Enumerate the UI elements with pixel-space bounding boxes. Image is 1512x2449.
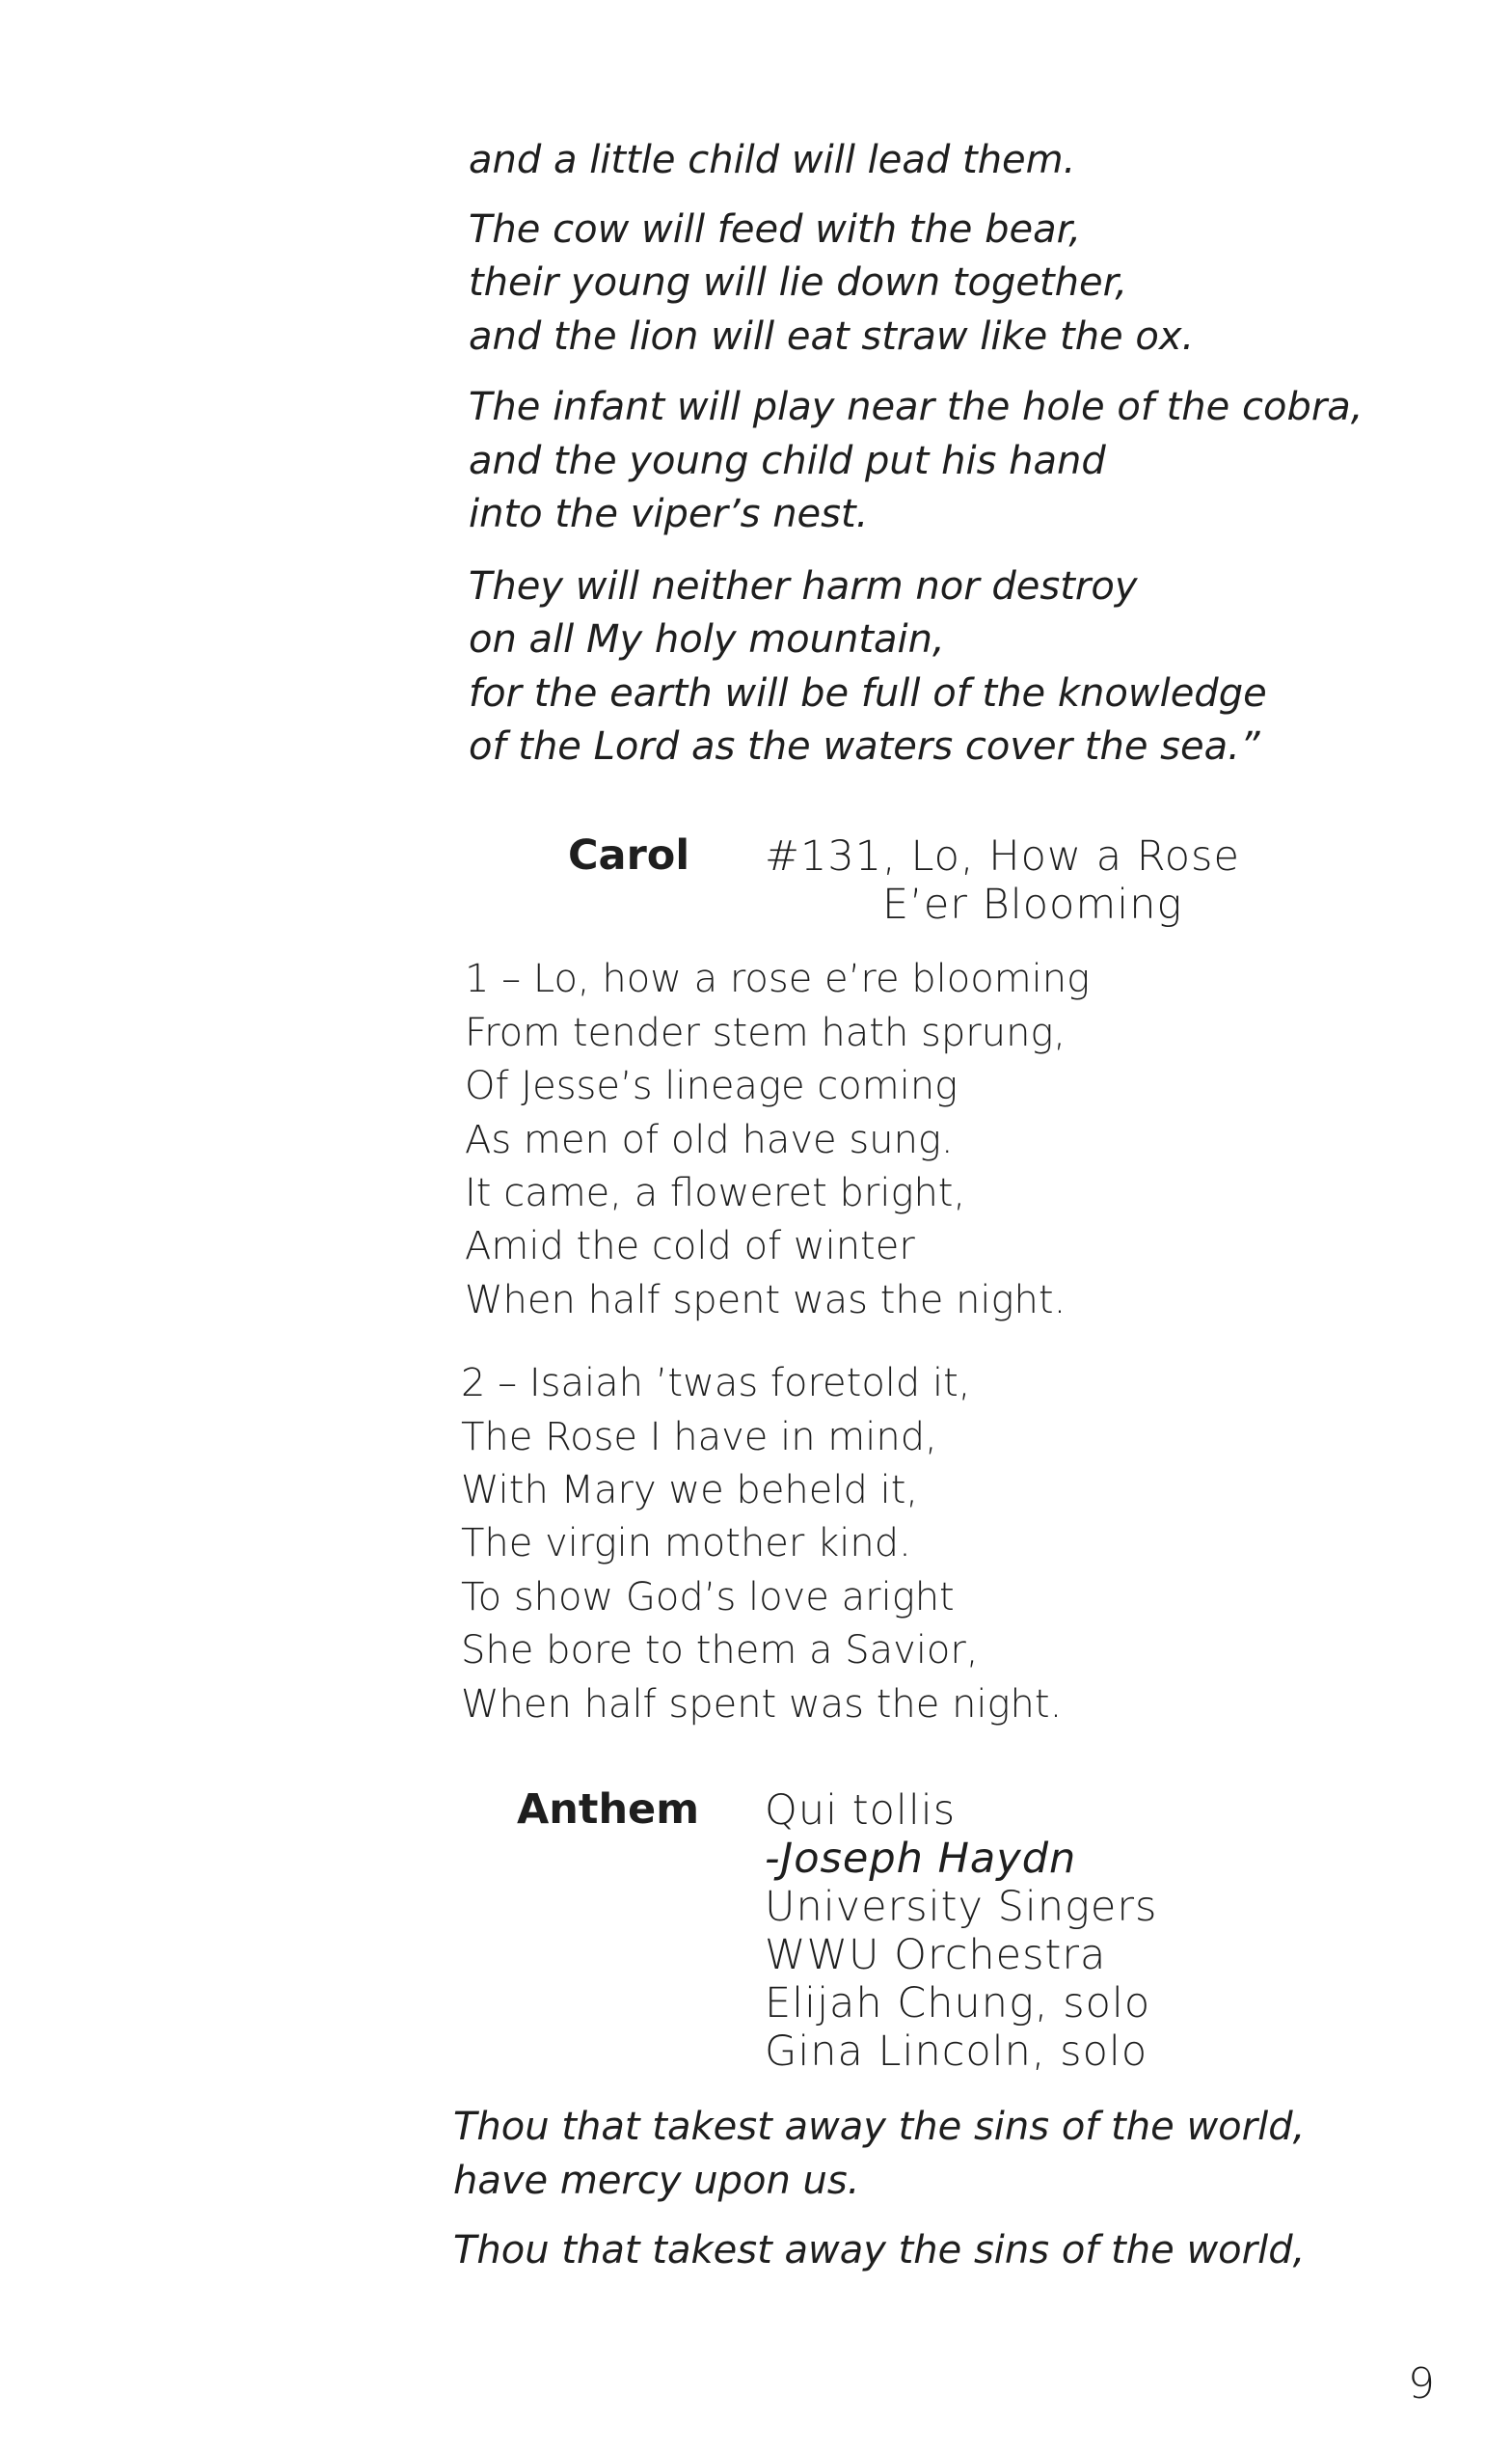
carol-verse2-line: She bore to them a Savior, [461,1628,979,1673]
anthem-text-line: Thou that takest away the sins of the world, [453,2228,1306,2272]
carol-verse2-line: When half spent was the night. [461,1682,1063,1727]
scripture-line: The cow will feed with the bear, [469,207,1082,252]
scripture-line: for the earth will be full of the knowledge [469,671,1267,716]
scripture-line: on all My holy mountain, [469,617,945,662]
scripture-line: They will neither harm nor destroy [469,564,1138,609]
scripture-line: and a little child will lead them. [469,138,1076,182]
carol-verse1-line: 1 – Lo, how a rose e’re blooming [465,957,1091,1001]
carol-verse2-line: The Rose I have in mind, [461,1415,937,1459]
anthem-title: Qui tollis [765,1786,957,1835]
carol-verse1-line: It came, a floweret bright, [465,1171,966,1215]
scripture-line: their young will lie down together, [469,260,1128,305]
scripture-line: The infant will play near the hole of the cobra, [469,385,1364,429]
carol-verse1-line: Of Jesse’s lineage coming [465,1064,958,1108]
carol-title-line1: #131, Lo, How a Rose [765,832,1240,881]
anthem-label: Anthem [517,1785,700,1834]
anthem-performer: University Singers [765,1883,1158,1931]
anthem-performer: WWU Orchestra [765,1931,1107,1979]
anthem-performer: Elijah Chung, solo [765,1979,1151,2027]
carol-verse2-line: To show God’s love aright [461,1575,955,1619]
carol-title-line2: E’er Blooming [882,881,1183,929]
carol-verse2-line: With Mary we beheld it, [461,1468,919,1512]
anthem-text-line: have mercy upon us. [453,2159,860,2203]
scripture-line: and the lion will eat straw like the ox. [469,314,1195,359]
anthem-composer: -Joseph Haydn [765,1835,1077,1883]
page-number: 9 [1408,2359,1435,2408]
carol-verse1-line: From tender stem hath sprung, [465,1011,1066,1055]
anthem-performer: Gina Lincoln, solo [765,2027,1148,2076]
scripture-line: into the viper’s nest. [469,492,869,536]
carol-verse1-line: Amid the cold of winter [465,1224,915,1268]
carol-label: Carol [568,831,690,880]
scripture-line: and the young child put his hand [469,439,1106,483]
carol-verse1-line: As men of old have sung. [465,1118,954,1162]
carol-verse1-line: When half spent was the night. [465,1278,1066,1322]
scripture-line: of the Lord as the waters cover the sea.” [469,724,1260,769]
anthem-text-line: Thou that takest away the sins of the world, [453,2105,1306,2149]
carol-verse2-line: 2 – Isaiah ’twas foretold it, [461,1361,971,1405]
carol-verse2-line: The virgin mother kind. [461,1521,911,1565]
